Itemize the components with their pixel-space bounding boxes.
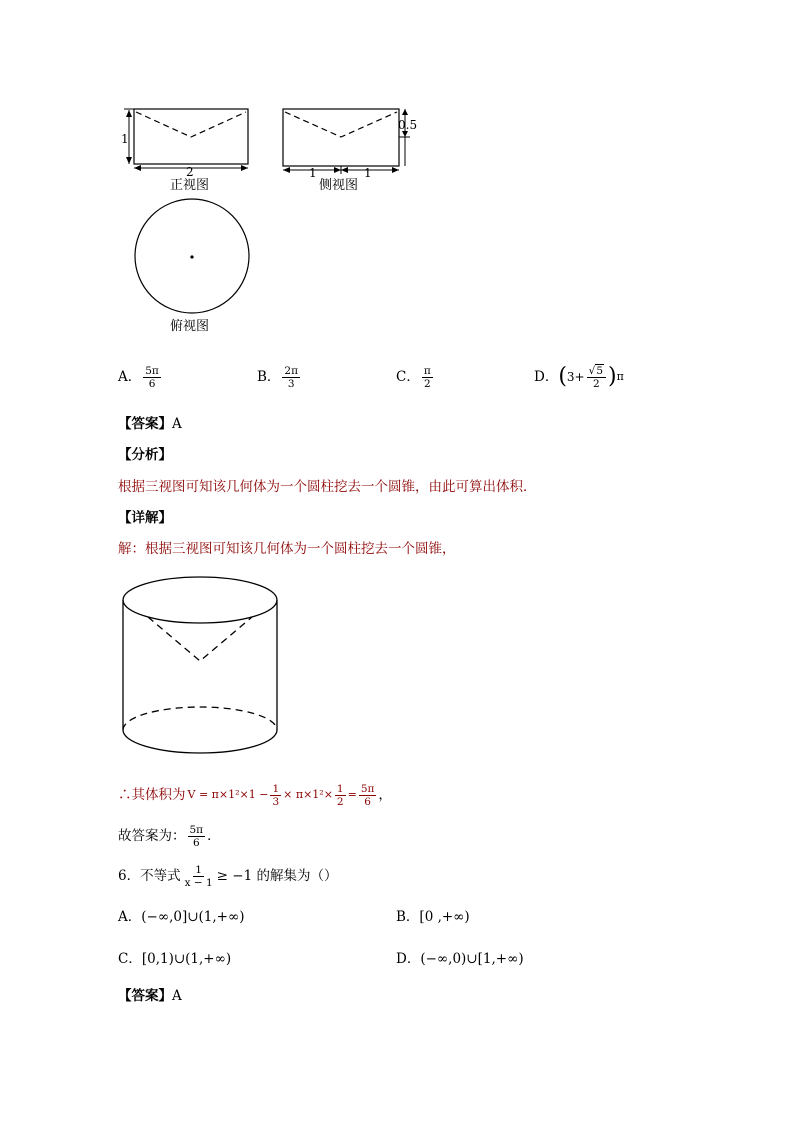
volume-fraction-1 bbox=[270, 783, 281, 808]
volume-expr-part3: = bbox=[347, 788, 357, 801]
open-paren-glyph: ( bbox=[558, 364, 567, 389]
three-view-figure bbox=[0, 0, 794, 345]
q5-option-a bbox=[118, 360, 163, 394]
conclusion-tail: ． bbox=[207, 828, 221, 844]
side-height-label: 0.5 bbox=[398, 118, 418, 132]
volume-f3-num: 5π bbox=[360, 782, 375, 795]
q5-option-c bbox=[396, 360, 435, 394]
side-right-width-label: 1 bbox=[364, 166, 372, 180]
volume-fraction-3 bbox=[359, 783, 377, 808]
q6-option-c-value: [0,1)∪(1,+∞) bbox=[141, 951, 232, 967]
front-width-label: 2 bbox=[186, 165, 194, 179]
q6-option-b bbox=[396, 908, 470, 926]
q6-option-b-label: B． bbox=[396, 909, 420, 925]
side-left-width-label: 1 bbox=[309, 166, 317, 180]
volume-intro: ∴其体积为 bbox=[118, 787, 186, 803]
q5-answer-tag: 【答案】 bbox=[118, 416, 172, 432]
analysis-text: 根据三视图可知该几何体为一个圆柱挖去一个圆锥，由此可算出体积． bbox=[118, 479, 537, 495]
q5-option-a-den: 6 bbox=[148, 377, 156, 390]
front-view-caption: 正视图 bbox=[170, 178, 210, 193]
front-height-label: 1 bbox=[121, 132, 129, 146]
volume-f2-den: 2 bbox=[336, 795, 344, 808]
q6-prefix: 6．不等式 bbox=[118, 868, 181, 884]
q6-den: x − 1 bbox=[184, 876, 213, 889]
q6-suffix: ≥ −1 的解集为（） bbox=[216, 868, 338, 884]
q5-option-d-prefix: 3+ bbox=[566, 370, 585, 384]
conclusion-fraction bbox=[188, 824, 206, 849]
q5-option-a-fraction bbox=[143, 365, 161, 390]
conclusion-num: 5π bbox=[189, 823, 204, 836]
side-view bbox=[283, 109, 410, 174]
q6-option-a-label: A． bbox=[118, 909, 142, 925]
detail-text: 解：根据三视图可知该几何体为一个圆柱挖去一个圆锥， bbox=[118, 541, 456, 557]
q6-option-d-label: D． bbox=[396, 951, 421, 967]
conclusion-text: 故答案为： bbox=[118, 828, 186, 844]
q5-option-d-den: 2 bbox=[592, 377, 600, 390]
volume-fraction-2 bbox=[335, 783, 346, 808]
q6-option-c bbox=[118, 950, 231, 968]
volume-tail: ， bbox=[378, 787, 392, 803]
q5-option-c-label: C． bbox=[396, 369, 420, 385]
q5-answer bbox=[118, 415, 182, 433]
q6-option-a bbox=[118, 908, 245, 926]
q6-stem bbox=[118, 858, 337, 894]
three-view-svg bbox=[0, 0, 794, 345]
front-view bbox=[124, 109, 248, 171]
q5-option-d-label: D． bbox=[534, 369, 559, 385]
side-view-caption: 侧视图 bbox=[319, 178, 359, 193]
cylinder-svg bbox=[110, 570, 290, 765]
volume-f3-den: 6 bbox=[364, 795, 371, 808]
q5-option-c-num: π bbox=[423, 364, 431, 377]
volume-f1-num: 1 bbox=[272, 782, 280, 795]
q5-option-b-fraction bbox=[282, 365, 300, 390]
q5-option-a-label: A． bbox=[118, 369, 142, 385]
q6-option-d-value: (−∞,0)∪[1,+∞) bbox=[420, 951, 524, 967]
q6-answer bbox=[118, 987, 182, 1005]
q5-option-d bbox=[534, 358, 624, 396]
q5-option-b-num: 2π bbox=[284, 364, 299, 377]
q5-option-a-num: 5π bbox=[145, 364, 159, 377]
q6-option-c-label: C． bbox=[118, 951, 142, 967]
q6-option-a-value: (−∞,0]∪(1,+∞) bbox=[141, 909, 245, 925]
q6-answer-tag: 【答案】 bbox=[118, 988, 172, 1004]
q6-answer-value: A bbox=[172, 988, 182, 1004]
q5-option-b-den: 3 bbox=[287, 377, 295, 390]
sqrt-icon: √ bbox=[588, 364, 596, 377]
volume-f2-num: 1 bbox=[336, 782, 344, 795]
q5-answer-value: A bbox=[172, 416, 182, 432]
analysis-tag: 【分析】 bbox=[118, 447, 172, 463]
volume-f1-den: 3 bbox=[272, 795, 280, 808]
cylinder-figure bbox=[110, 570, 290, 765]
q5-option-c-fraction bbox=[422, 365, 433, 390]
q6-num: 1 bbox=[195, 863, 202, 876]
top-view bbox=[135, 199, 249, 313]
q5-option-b bbox=[257, 360, 302, 394]
q6-option-b-value: [0 ,+∞) bbox=[419, 909, 470, 925]
volume-expr-part2: × π×1²× bbox=[283, 788, 333, 801]
q5-option-b-label: B． bbox=[257, 369, 281, 385]
volume-line bbox=[118, 777, 392, 813]
q5-option-c-den: 2 bbox=[423, 377, 431, 390]
q5-option-d-suffix: π bbox=[616, 370, 624, 383]
detail-tag: 【详解】 bbox=[118, 510, 172, 526]
q5-option-d-fraction bbox=[587, 365, 606, 390]
q5-option-d-sqrt: 5 bbox=[596, 364, 604, 377]
conclusion-line bbox=[118, 819, 221, 853]
close-paren-glyph: ) bbox=[608, 364, 617, 389]
top-view-caption: 俯视图 bbox=[170, 319, 210, 334]
conclusion-den: 6 bbox=[192, 836, 200, 849]
q6-fraction bbox=[183, 864, 215, 889]
volume-expr-part1: V = π×1²×1 − bbox=[187, 788, 269, 801]
q6-option-d bbox=[396, 950, 524, 968]
q5-option-d-num bbox=[587, 365, 606, 378]
